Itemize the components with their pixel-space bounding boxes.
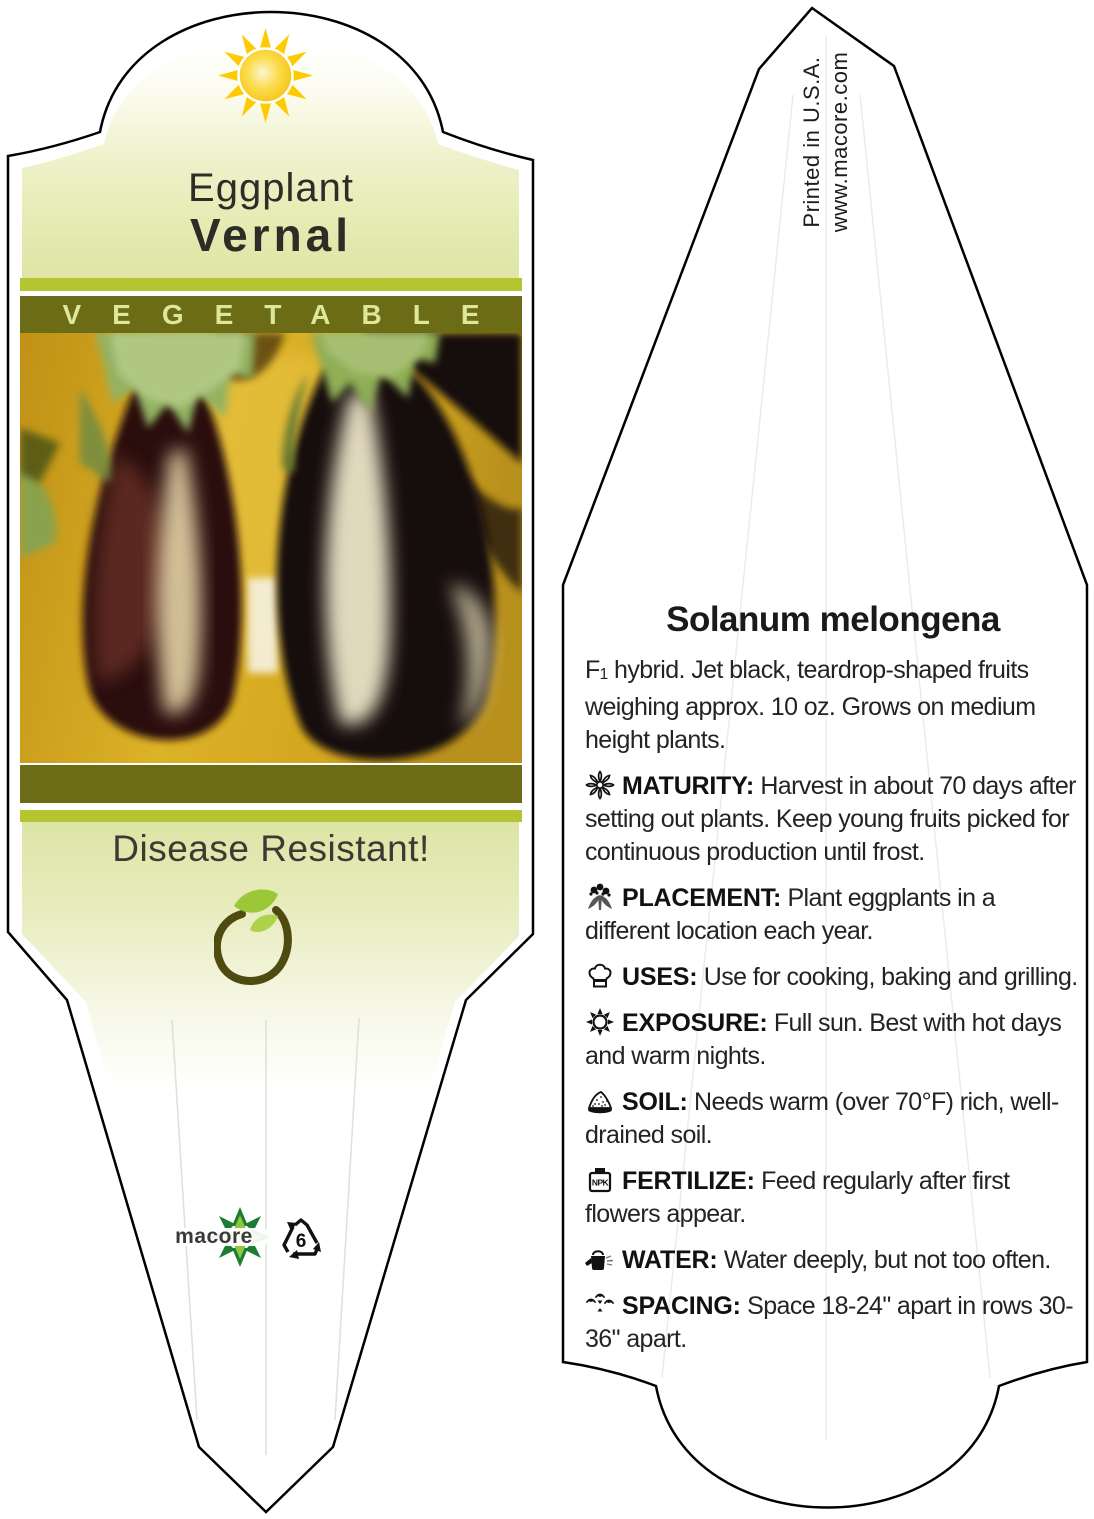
flower-bloom-icon xyxy=(585,770,615,800)
sun-logo-icon xyxy=(218,28,313,123)
sun-icon xyxy=(585,1007,615,1037)
section-exposure: EXPOSURE: Full sun. Best with hot days and warm nights. xyxy=(585,1009,1062,1071)
section-water: WATER: Water deeply, but not too often. xyxy=(585,1244,1083,1277)
section-uses: USES: Use for cooking, baking and grilling. xyxy=(585,961,1083,994)
feature-text: Disease Resistant! xyxy=(112,828,430,869)
soil-mound-icon xyxy=(585,1086,615,1116)
botanical-name: Solanum melongena xyxy=(666,600,1000,639)
section-maturity: MATURITY: Harvest in about 70 days after setting out plants. Keep young fruits picked for continuous production until frost. xyxy=(585,772,1076,867)
printed-info-vertical xyxy=(798,42,858,242)
section-spacing: SPACING: Space 18-24" apart in rows 30-36" apart. xyxy=(585,1292,1073,1354)
front-title-block xyxy=(20,166,522,260)
section-soil: SOIL: Needs warm (over 70°F) rich, well-drained soil. xyxy=(585,1088,1059,1150)
eggplant-photo xyxy=(20,333,522,763)
description-paragraph: F1 hybrid. Jet black, teardrop-shaped fruits weighing approx. 10 oz. Grows on medium height plants. xyxy=(585,656,1036,755)
variety-title: Vernal xyxy=(189,209,353,261)
vegetable-banner xyxy=(20,296,522,333)
npk-fertilizer-icon xyxy=(585,1165,615,1195)
section-fertilize: NPK FERTILIZE: Feed regularly after first flowers appear. xyxy=(585,1167,1010,1229)
olive-band-bottom xyxy=(20,765,522,803)
recycling-6-icon xyxy=(277,1214,325,1262)
website-text: www.macore.com xyxy=(827,51,852,233)
watering-can-icon xyxy=(585,1244,615,1274)
printed-in-text: Printed in U.S.A. xyxy=(799,56,824,228)
plant-type-title: Eggplant xyxy=(188,166,354,210)
category-label: VEGETABLE xyxy=(62,298,511,330)
care-instructions xyxy=(585,654,1083,1369)
bouquet-icon xyxy=(585,882,615,912)
chartreuse-bar-top xyxy=(20,278,522,291)
svg-text:6: 6 xyxy=(295,1231,307,1252)
chef-hat-icon xyxy=(585,961,615,991)
macore-flower-logo xyxy=(156,1204,286,1270)
leaf-swirl-logo xyxy=(214,886,292,990)
chartreuse-bar-bottom xyxy=(20,810,522,822)
svg-text:NPK: NPK xyxy=(591,1177,609,1188)
section-placement: PLACEMENT: Plant eggplants in a different location each year. xyxy=(585,884,996,946)
spacing-plants-icon xyxy=(585,1290,615,1320)
macore-wordmark: macore xyxy=(175,1225,253,1248)
